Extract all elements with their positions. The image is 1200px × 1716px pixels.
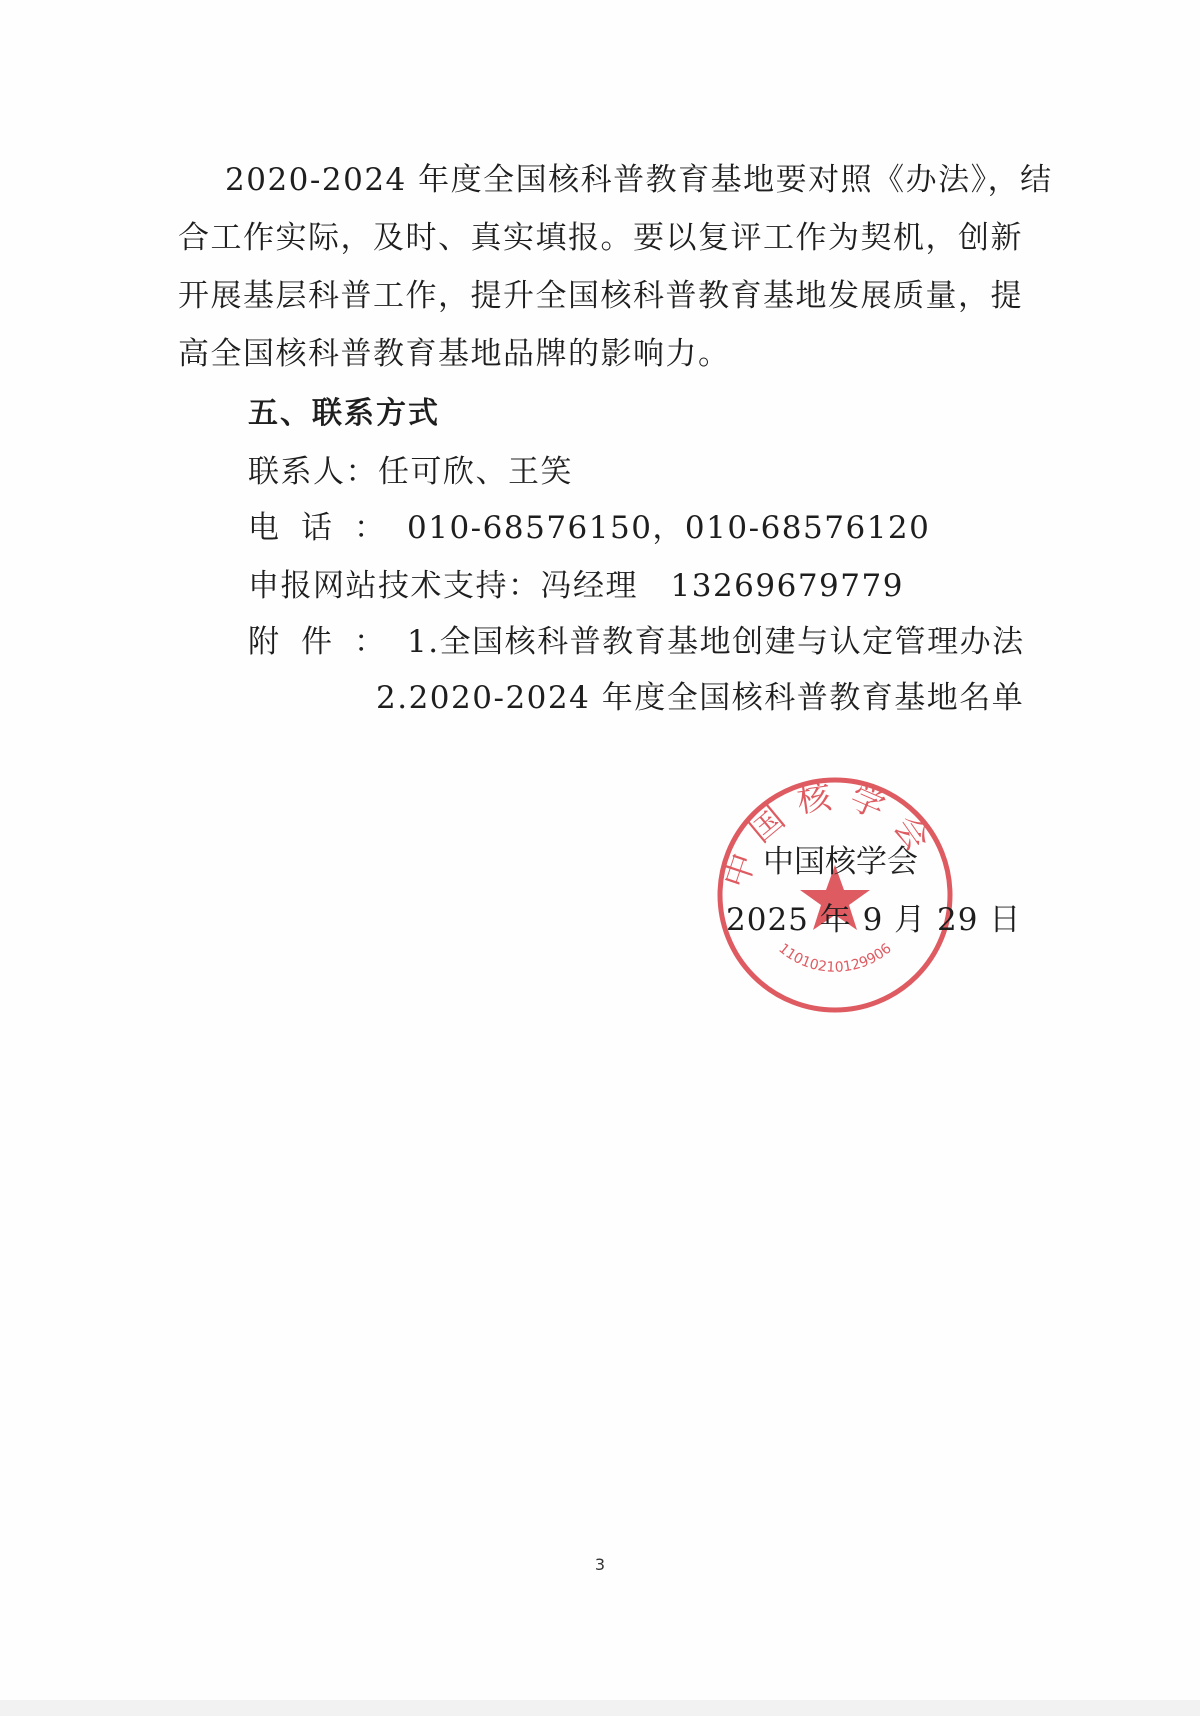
paragraph-line-1: 2020-2024 年度全国核科普教育基地要对照《办法》，结 <box>225 162 1053 198</box>
phone-label: 电话： <box>248 510 407 546</box>
page-bottom-edge <box>0 1700 1200 1716</box>
section-heading: 五、联系方式 <box>248 396 440 431</box>
paragraph-line-3: 开展基层科普工作，提升全国核科普教育基地发展质量，提 <box>178 278 1023 314</box>
official-seal <box>710 770 960 1020</box>
seal-top-text: 中国核学会 <box>715 774 946 894</box>
phone-value: 010-68576150，010-68576120 <box>407 510 931 546</box>
signature-organization: 中国核学会 <box>763 844 918 880</box>
paragraph-line-4: 高全国核科普教育基地品牌的影响力。 <box>178 336 731 372</box>
attachment-label: 附件： <box>248 624 407 660</box>
contact-phone <box>248 508 930 548</box>
attachment-item-2: 2.2020-2024 年度全国核科普教育基地名单 <box>376 680 1025 716</box>
attachment-row-1 <box>248 622 1025 662</box>
attachment-item-1: 1.全国核科普教育基地创建与认定管理办法 <box>407 624 1025 660</box>
signature-date: 2025 年 9 月 29 日 <box>726 902 1022 938</box>
seal-code: 11010210129906 <box>775 940 895 976</box>
contact-people: 联系人：任可欣、王笑 <box>248 454 573 490</box>
paragraph-line-2: 合工作实际，及时、真实填报。要以复评工作为契机，创新 <box>178 220 1023 256</box>
page-number: 3 <box>594 1555 606 1574</box>
contact-support: 申报网站技术支持：冯经理 13269679779 <box>248 568 904 604</box>
